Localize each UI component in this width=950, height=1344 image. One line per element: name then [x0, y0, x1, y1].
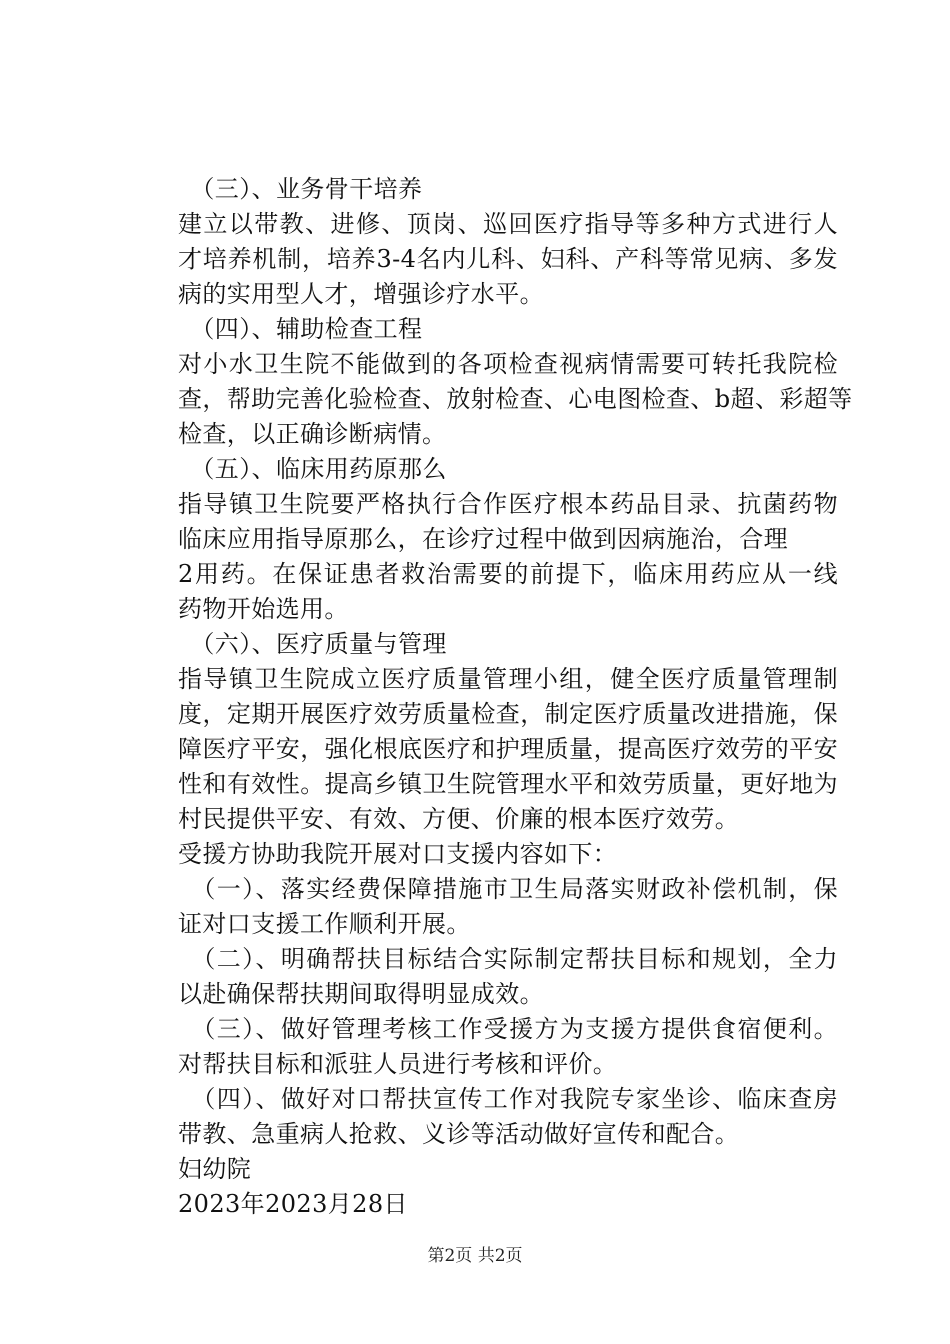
- body-line: 临床应用指导原那么，在诊疗过程中做到因病施治，合理: [178, 525, 788, 553]
- body-line: 以赴确保帮扶期间取得明显成效。: [178, 980, 544, 1008]
- section-heading-6: （六）、医疗质量与管理: [178, 630, 447, 658]
- body-line: 带教、急重病人抢救、义诊等活动做好宣传和配合。: [178, 1120, 740, 1148]
- body-line: 对小水卫生院不能做到的各项检查视病情需要可转托我院检: [178, 350, 838, 378]
- section-heading-3: （三）、业务骨干培养: [178, 175, 423, 203]
- section-heading-5: （五）、临床用药原那么: [178, 455, 447, 483]
- signature-organization: 妇幼院: [178, 1155, 252, 1183]
- body-line: 村民提供平安、有效、方便、价廉的根本医疗效劳。: [178, 805, 740, 833]
- body-line: 障医疗平安，强化根底医疗和护理质量，提高医疗效劳的平安: [178, 735, 838, 763]
- body-line: 2用药。在保证患者救治需要的前提下，临床用药应从一线: [178, 560, 838, 588]
- body-line: （三）、做好管理考核工作受援方为支援方提供食宿便利。: [178, 1015, 838, 1043]
- body-line: （二）、明确帮扶目标结合实际制定帮扶目标和规划，全力: [178, 945, 838, 973]
- body-line: 病的实用型人才，增强诊疗水平。: [178, 280, 544, 308]
- body-line: 才培养机制，培养3-4名内儿科、妇科、产科等常见病、多发: [178, 245, 838, 273]
- body-line: 指导镇卫生院成立医疗质量管理小组，健全医疗质量管理制: [178, 665, 838, 693]
- body-line: 受援方协助我院开展对口支援内容如下：: [178, 840, 618, 868]
- body-line: 性和有效性。提高乡镇卫生院管理水平和效劳质量，更好地为: [178, 770, 838, 798]
- body-line: 度，定期开展医疗效劳质量检查，制定医疗质量改进措施，保: [178, 700, 838, 728]
- body-line: （四）、做好对口帮扶宣传工作对我院专家坐诊、临床查房: [178, 1085, 838, 1113]
- body-line: 查，帮助完善化验检查、放射检查、心电图检查、b超、彩超等: [178, 385, 853, 413]
- body-line: 药物开始选用。: [178, 595, 349, 623]
- signature-date: 2023年2023月28日: [178, 1190, 408, 1218]
- body-line: 建立以带教、进修、顶岗、巡回医疗指导等多种方式进行人: [178, 210, 838, 238]
- body-line: 指导镇卫生院要严格执行合作医疗根本药品目录、抗菌药物: [178, 490, 838, 518]
- body-line: 对帮扶目标和派驻人员进行考核和评价。: [178, 1050, 618, 1078]
- section-heading-4: （四）、辅助检查工程: [178, 315, 423, 343]
- page-footer: 第2页 共2页: [427, 1246, 523, 1266]
- body-line: 证对口支援工作顺利开展。: [178, 910, 471, 938]
- body-line: （一）、落实经费保障措施市卫生局落实财政补偿机制，保: [178, 875, 838, 903]
- body-line: 检查，以正确诊断病情。: [178, 420, 447, 448]
- document-body: [178, 172, 853, 1222]
